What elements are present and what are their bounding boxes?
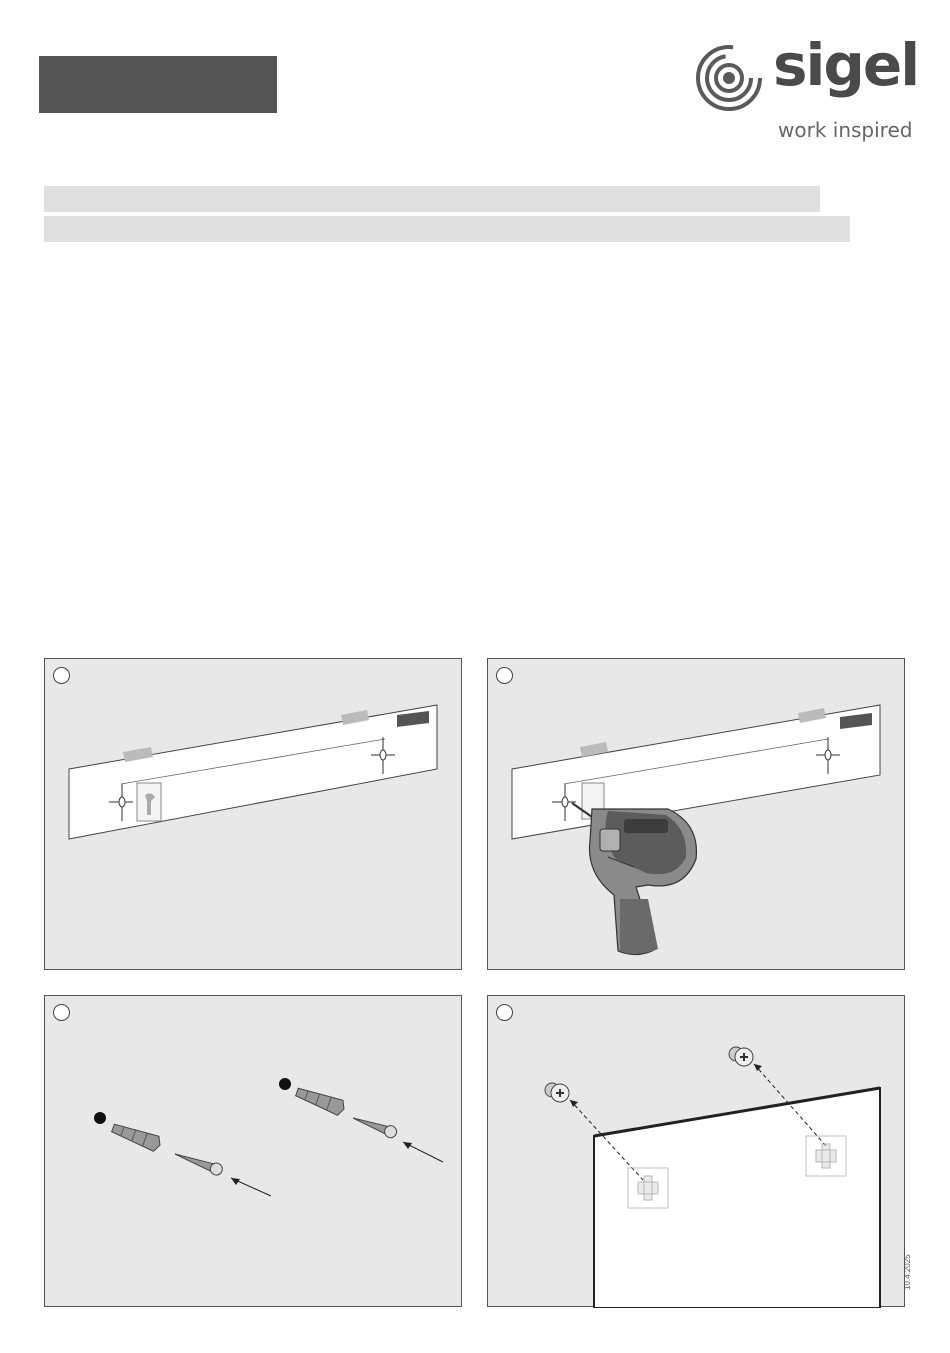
step-3-panel — [44, 995, 462, 1307]
heading-placeholder-1 — [44, 186, 820, 212]
sigel-logo-icon — [693, 42, 773, 122]
logo-tagline: work inspired — [778, 118, 913, 142]
heading-placeholder-2 — [44, 216, 850, 242]
step-2-drilling-illustration — [488, 659, 906, 971]
logo-wordmark: sigel — [773, 31, 919, 99]
revision-date: 10.4.2025 — [903, 1254, 912, 1290]
step-1-template-illustration — [45, 659, 463, 971]
step-1-panel — [44, 658, 462, 970]
title-label-box — [39, 56, 277, 113]
step-2-panel — [487, 658, 905, 970]
step-3-plugs-screws-illustration — [45, 996, 463, 1308]
sigel-logo — [693, 31, 919, 152]
step-4-hanging-illustration — [488, 996, 906, 1308]
step-4-panel — [487, 995, 905, 1307]
